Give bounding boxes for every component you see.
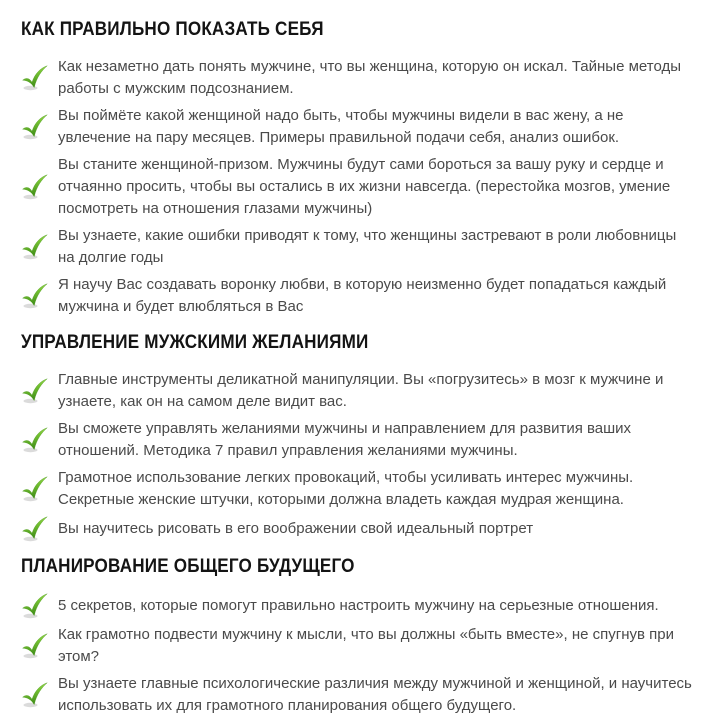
list-item bbox=[21, 105, 693, 149]
list-item bbox=[21, 369, 693, 413]
checkmark-icon bbox=[21, 114, 48, 140]
list-item-text: 5 секретов, которые помогут правильно настроить мужчину на серьезные отношения. bbox=[58, 597, 659, 614]
list-item-text: Вы сможете управлять желаниями мужчины и направлением для развития ваших отношений. Методика 7 правил управления желаниями мужчины. bbox=[58, 420, 632, 459]
checkmark-icon bbox=[21, 234, 48, 260]
section-heading: КАК ПРАВИЛЬНО ПОКАЗАТЬ СЕБЯ bbox=[21, 19, 324, 40]
checkmark-icon bbox=[21, 283, 48, 309]
list-item bbox=[21, 673, 693, 717]
checkmark-icon bbox=[21, 378, 48, 404]
list-item-text: Как грамотно подвести мужчину к мысли, что вы должны «быть вместе», не спугнув при этом? bbox=[58, 626, 674, 665]
list-item bbox=[21, 154, 693, 220]
section-heading: ПЛАНИРОВАНИЕ ОБЩЕГО БУДУЩЕГО bbox=[21, 556, 355, 577]
checkmark-icon bbox=[21, 682, 48, 708]
section-show-yourself bbox=[21, 19, 693, 318]
list-item bbox=[21, 624, 693, 668]
list-item-text: Вы узнаете, какие ошибки приводят к тому, что женщины застревают в роли любовницы на долгие годы bbox=[58, 227, 677, 266]
list-item-text: Главные инструменты деликатной манипуляции. Вы «погрузитесь» в мозг к мужчине и узнаете, как он на самом деле видит вас. bbox=[58, 371, 664, 410]
section-manage-desires bbox=[21, 332, 693, 542]
list-item-text: Я научу Вас создавать воронку любви, в которую неизменно будет попадаться каждый мужчина и будет влюбляться в Вас bbox=[58, 276, 667, 315]
checkmark-icon bbox=[21, 633, 48, 659]
list-item-text: Вы поймёте какой женщиной надо быть, чтобы мужчины видели в вас жену, а не увлечение на пару месяцев. Примеры правильной подачи себя, анализ ошибок. bbox=[58, 107, 624, 146]
list-item-text: Вы узнаете главные психологические различия между мужчиной и женщиной, и научитесь использовать их для грамотного планирования общего будущего. bbox=[58, 675, 692, 714]
section-future-planning bbox=[21, 556, 693, 717]
list-item-text: Вы научитесь рисовать в его воображении свой идеальный портрет bbox=[58, 520, 534, 537]
list-item bbox=[21, 467, 693, 511]
checkmark-icon bbox=[21, 476, 48, 502]
checkmark-icon bbox=[21, 593, 48, 619]
list-item bbox=[21, 225, 693, 269]
checkmark-icon bbox=[21, 516, 48, 542]
list-item bbox=[21, 274, 693, 318]
checkmark-icon bbox=[21, 174, 48, 200]
list-item bbox=[21, 516, 693, 542]
list-item bbox=[21, 418, 693, 462]
checkmark-icon bbox=[21, 65, 48, 91]
list-item-text: Вы станите женщиной-призом. Мужчины будут сами бороться за вашу руку и сердце и отчаянно просить, чтобы вы остались в их жизни навсегда. (перестойка мозгов, умение посмотреть на отношения глазами мужчины) bbox=[58, 156, 671, 217]
list-item bbox=[21, 593, 693, 619]
list-item bbox=[21, 56, 693, 100]
checkmark-icon bbox=[21, 427, 48, 453]
course-program-content bbox=[21, 19, 693, 717]
list-item-text: Грамотное использование легких провокаций, чтобы усиливать интерес мужчины. Секретные женские штучки, которыми должна владеть каждая мудрая женщина. bbox=[58, 469, 634, 508]
list-item-text: Как незаметно дать понять мужчине, что вы женщина, которую он искал. Тайные методы работы с мужским подсознанием. bbox=[58, 58, 682, 97]
section-heading: УПРАВЛЕНИЕ МУЖСКИМИ ЖЕЛАНИЯМИ bbox=[21, 332, 369, 353]
